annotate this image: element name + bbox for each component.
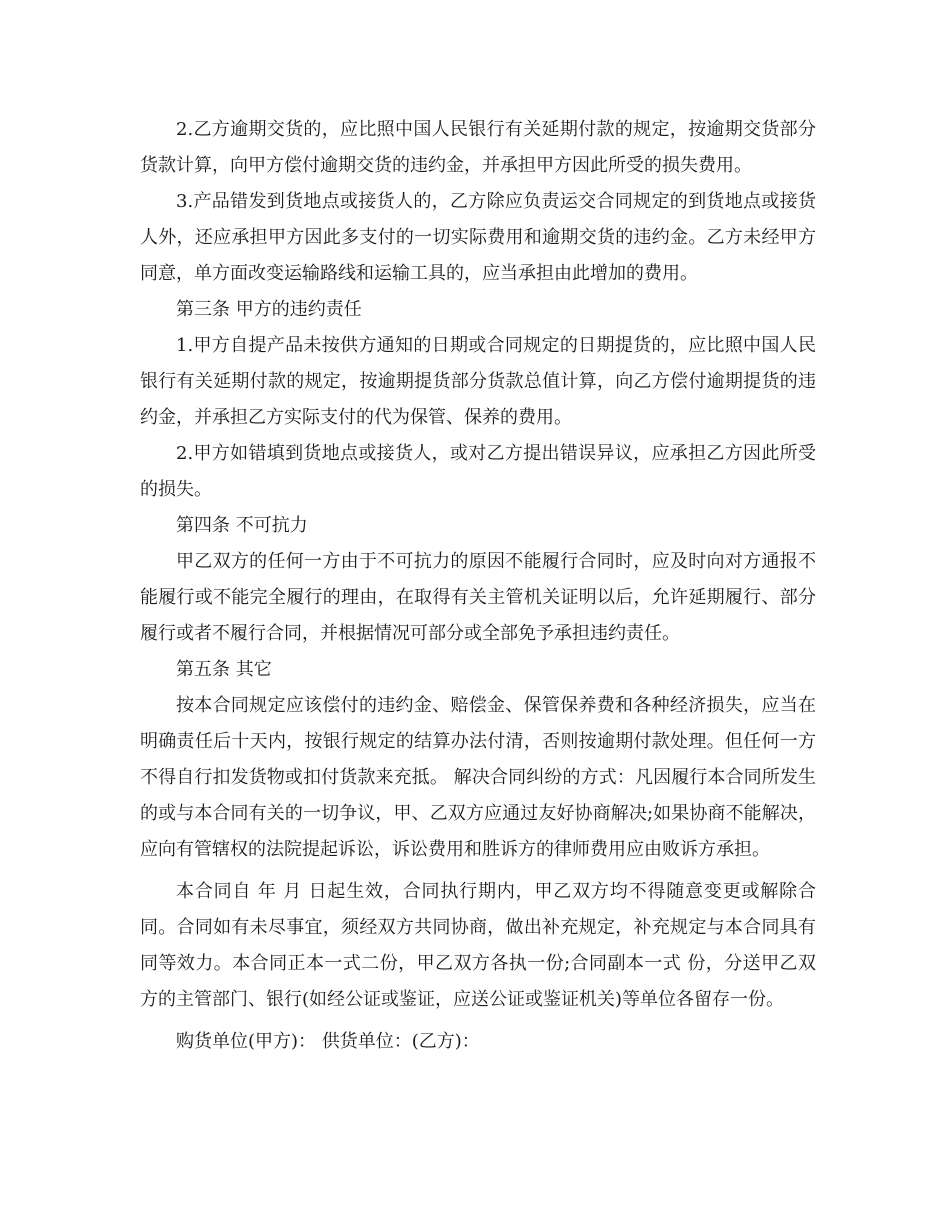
clause-1-buyer-pickup: 1.甲方自提产品未按供方通知的日期或合同规定的日期提货的，应比照中国人民银行有关延期付款的规定，按逾期提货部分货款总值计算，向乙方偿付逾期提货的违约金，并承担乙方实际支付的代为保管、保养的费用。 xyxy=(140,335,816,428)
article-3-heading: 第三条 甲方的违约责任 xyxy=(176,299,362,320)
clause-2-buyer-errors: 2.甲方如错填到货地点或接货人，或对乙方提出错误异议，应承担乙方因此所受的损失。 xyxy=(140,443,816,500)
document-body xyxy=(140,112,816,1060)
signature-line: 购货单位(甲方)： 供货单位：(乙方)： xyxy=(176,1031,480,1052)
clause-2-buyer-late-delivery: 2.乙方逾期交货的，应比照中国人民银行有关延期付款的规定，按逾期交货部分货款计算，向甲方偿付逾期交货的违约金，并承担甲方因此所受的损失费用。 xyxy=(140,119,816,176)
effectiveness-paragraph: 本合同自 年 月 日起生效，合同执行期内，甲乙双方均不得随意变更或解除合同。合同如有未尽事宜，须经双方共同协商，做出补充规定，补充规定与本合同具有同等效力。本合同正本一式二份，甲乙双方各执一份;合同副本一式 份，分送甲乙双方的主管部门、银行(如经公证或鉴证，应送公证或鉴证机关)等单位各留存一份。 xyxy=(140,881,816,1010)
clause-3-misdelivery: 3.产品错发到货地点或接货人的，乙方除应负责运交合同规定的到货地点或接货人外，还应承担甲方因此多支付的一切实际费用和逾期交货的违约金。乙方未经甲方同意，单方面改变运输路线和运输工具的，应当承担由此增加的费用。 xyxy=(140,191,816,284)
article-4-heading: 第四条 不可抗力 xyxy=(176,515,308,536)
force-majeure-paragraph: 甲乙双方的任何一方由于不可抗力的原因不能履行合同时，应及时向对方通报不能履行或不能完全履行的理由，在取得有关主管机关证明以后，允许延期履行、部分履行或者不履行合同，并根据情况可部分或全部免予承担违约责任。 xyxy=(140,551,816,644)
article-5-heading: 第五条 其它 xyxy=(176,659,272,680)
other-terms-paragraph: 按本合同规定应该偿付的违约金、赔偿金、保管保养费和各种经济损失，应当在明确责任后十天内，按银行规定的结算办法付清，否则按逾期付款处理。但任何一方不得自行扣发货物或扣付货款来充抵。 解决合同纠纷的方式：凡因履行本合同所发生的或与本合同有关的一切争议，甲、乙双方应通过友好协商解决;如果协商不能解决，应向有管辖权的法院提起诉讼，诉讼费用和胜诉方的律师费用应由败诉方承担。 xyxy=(140,695,816,860)
